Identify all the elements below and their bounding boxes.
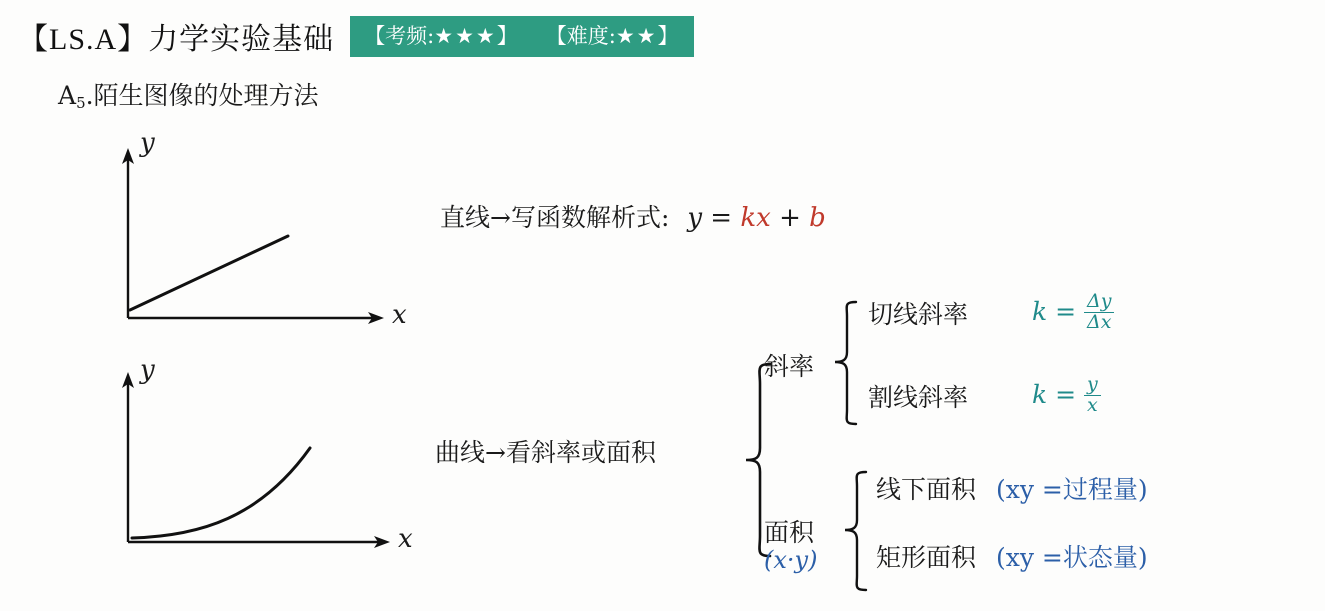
- line-formula-k: k: [740, 203, 757, 233]
- section-subtitle: [58, 76, 319, 112]
- slope-label: 斜率: [764, 352, 815, 381]
- area-label: 面积: [764, 518, 815, 547]
- page-title-text: 力学实验基础: [148, 22, 335, 57]
- frequency-label: 【考频:: [364, 23, 435, 48]
- rectangle-area-item: [876, 538, 1148, 574]
- line-rule-text: 直线→写函数解析式:: [440, 203, 670, 232]
- area-under-curve-item: [876, 470, 1148, 506]
- tangent-slope-denominator: Δx: [1084, 312, 1114, 333]
- rectangle-area-label: 矩形面积: [876, 543, 977, 572]
- curve-rule-note: 曲线→看斜率或面积: [435, 438, 656, 467]
- section-subtitle-text: .陌生图像的处理方法: [85, 81, 319, 110]
- secant-slope-denominator: x: [1084, 395, 1101, 416]
- secant-slope-label: 割线斜率: [868, 383, 969, 412]
- section-index: A: [58, 81, 77, 110]
- line-formula-x: x: [756, 203, 771, 233]
- tangent-slope-formula-lead: k =: [1032, 296, 1077, 326]
- area-sublabel: (x·y): [764, 546, 818, 574]
- curved-graph-svg: [110, 352, 410, 562]
- difficulty-badge: [546, 23, 681, 49]
- page-header: [18, 14, 694, 58]
- area-under-curve-label: 线下面积: [876, 475, 977, 504]
- secant-slope-formula-lead: k =: [1032, 379, 1077, 409]
- area-brace-path: [845, 472, 866, 590]
- linear-graph-x-label: x: [392, 300, 407, 330]
- tangent-slope-numerator: Δy: [1087, 290, 1112, 312]
- page-title-code: 【LS.A】: [18, 23, 149, 56]
- linear-graph-y-label: y: [140, 128, 155, 158]
- line-formula: [687, 203, 825, 233]
- tangent-slope-label: 切线斜率: [868, 300, 969, 329]
- curved-graph-y-label: y: [140, 355, 155, 385]
- secant-slope-numerator: y: [1087, 373, 1098, 395]
- slope-brace: [830, 298, 860, 428]
- line-formula-b: b: [809, 203, 826, 233]
- section-index-sub: 5: [76, 94, 86, 112]
- curved-graph: [110, 352, 413, 562]
- line-formula-plus: +: [779, 203, 801, 233]
- frequency-stars: ★★★】: [434, 23, 520, 48]
- secant-slope-formula: [1032, 373, 1101, 417]
- difficulty-label: 【难度:: [545, 23, 616, 48]
- tangent-slope-formula: [1032, 290, 1114, 334]
- linear-graph: [110, 128, 410, 340]
- curved-graph-x-label: x: [398, 524, 413, 554]
- difficulty-stars: ★★】: [615, 23, 681, 48]
- tangent-slope-fraction: [1084, 292, 1114, 333]
- rectangle-area-note: (xy =状态量): [995, 543, 1148, 572]
- slope-brace-path: [835, 302, 856, 424]
- linear-data-line: [130, 236, 288, 310]
- curved-data-line: [132, 448, 310, 538]
- line-rule-note: [440, 198, 826, 234]
- linear-graph-svg: [110, 140, 410, 340]
- secant-slope-fraction: [1084, 375, 1101, 416]
- line-formula-equals: =: [710, 203, 733, 233]
- line-formula-y: y: [687, 203, 703, 233]
- area-under-curve-note: (xy =过程量): [995, 475, 1148, 504]
- tag-band: [350, 16, 694, 57]
- page-title: [18, 14, 334, 58]
- area-brace: [840, 468, 870, 594]
- frequency-badge: [364, 23, 520, 49]
